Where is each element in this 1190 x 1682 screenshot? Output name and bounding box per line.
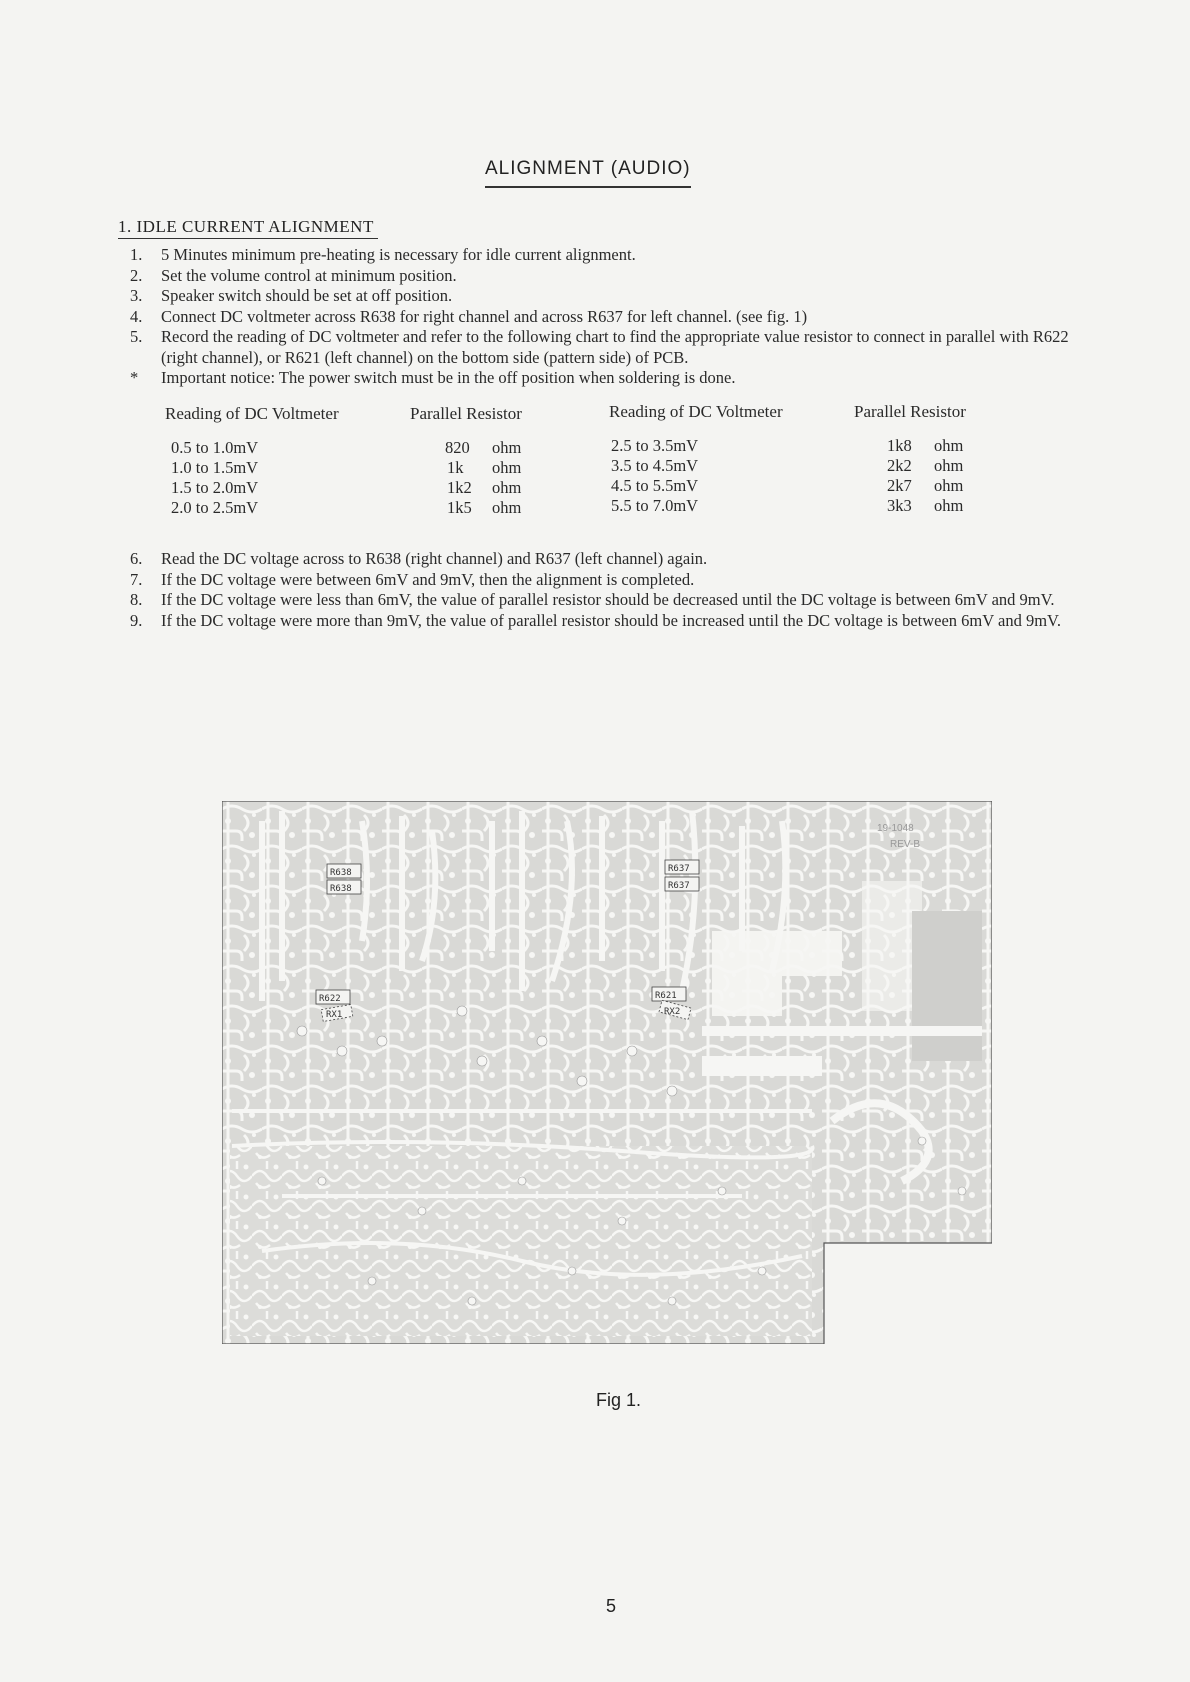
page-title: ALIGNMENT (AUDIO) — [485, 158, 691, 188]
chart-header: Parallel Resistor — [410, 404, 522, 423]
label-rx1: RX1 — [326, 1010, 343, 1020]
page-number: 5 — [606, 1596, 617, 1616]
step-text: 5 Minutes minimum pre-heating is necessary for idle current alignment. — [161, 245, 636, 264]
notice-text: Important notice: The power switch must be in the off position when soldering is done. — [161, 368, 736, 387]
chart-header: Reading of DC Voltmeter — [165, 404, 339, 423]
chart-value: 1k5 — [447, 498, 472, 517]
chart-unit: ohm — [934, 456, 964, 475]
figure-caption: Fig 1. — [596, 1390, 642, 1410]
important-notice — [130, 368, 1090, 389]
label-r638b: R638 — [330, 884, 352, 894]
list-item — [130, 611, 1090, 632]
list-item — [130, 549, 1090, 570]
chart-unit: ohm — [492, 498, 522, 517]
chart-reading: 1.0 to 1.5mV — [171, 458, 259, 477]
step-number: 7. — [130, 569, 143, 589]
chart-reading: 0.5 to 1.0mV — [171, 438, 259, 457]
step-number: 3. — [130, 286, 143, 305]
label-r622: R622 — [319, 994, 341, 1004]
chart-value: 820 — [445, 438, 470, 457]
label-r637b: R637 — [668, 881, 690, 891]
step-text: If the DC voltage were between 6mV and 9mV, then the alignment is completed. — [161, 569, 695, 589]
section-heading: 1. IDLE CURRENT ALIGNMENT — [118, 217, 378, 239]
board-rev: REV-B — [890, 839, 921, 850]
step-text: Speaker switch should be set at off position. — [161, 286, 453, 305]
chart-header: Parallel Resistor — [854, 402, 966, 421]
label-rx2: RX2 — [664, 1007, 681, 1017]
list-item — [130, 266, 1090, 287]
chart-unit: ohm — [492, 438, 522, 457]
pcb-pattern-diagram — [222, 801, 992, 1344]
list-item — [130, 590, 1090, 611]
list-item — [130, 286, 1090, 307]
chart-unit: ohm — [934, 476, 964, 495]
step-number: 8. — [130, 590, 143, 609]
list-item — [130, 570, 1090, 591]
pcb-figure — [222, 801, 992, 1344]
list-item — [130, 307, 1090, 328]
chart-value: 2k2 — [887, 456, 912, 475]
chart-reading: 4.5 to 5.5mV — [611, 476, 699, 495]
step-number: 4. — [130, 306, 143, 326]
chart-value: 3k3 — [887, 496, 912, 515]
label-r621: R621 — [655, 991, 677, 1001]
board-code: 19-1048 — [877, 823, 914, 834]
notice-marker: * — [130, 368, 139, 387]
chart-reading: 1.5 to 2.0mV — [171, 478, 259, 497]
chart-value: 1k2 — [447, 478, 472, 497]
steps-list-b — [130, 549, 1090, 631]
chart-reading: 3.5 to 4.5mV — [611, 456, 699, 475]
chart-unit: ohm — [934, 436, 964, 455]
list-item — [130, 327, 1090, 368]
chart-unit: ohm — [934, 496, 964, 515]
chart-value: 1k — [447, 458, 464, 477]
step-text: Read the DC voltage across to R638 (right channel) and R637 (left channel) again. — [161, 549, 708, 568]
step-number: 2. — [130, 265, 143, 285]
step-text: If the DC voltage were more than 9mV, the value of parallel resistor should be increased until the DC voltage is between 6mV and 9mV. — [161, 610, 1061, 630]
step-number: 1. — [130, 245, 143, 264]
chart-unit: ohm — [492, 458, 522, 477]
chart-reading: 2.0 to 2.5mV — [171, 498, 259, 517]
label-r638a: R638 — [330, 868, 352, 878]
chart-value: 2k7 — [887, 476, 912, 495]
chart-unit: ohm — [492, 478, 522, 497]
step-text: Record the reading of DC voltmeter and refer to the following chart to find the appropriate value resistor to connect in parallel with R622 (right channel), or R621 (left channel) on the bottom side (pattern side) of PCB. — [161, 327, 1069, 367]
chart-reading: 5.5 to 7.0mV — [611, 496, 699, 515]
step-text: Connect DC voltmeter across R638 for right channel and across R637 for left channel. (see fig. 1) — [161, 306, 808, 326]
step-number: 5. — [130, 327, 143, 346]
step-number: 9. — [130, 610, 143, 630]
step-text: If the DC voltage were less than 6mV, the value of parallel resistor should be decreased until the DC voltage is between 6mV and 9mV. — [161, 590, 1055, 609]
chart-reading: 2.5 to 3.5mV — [611, 436, 699, 455]
chart-value: 1k8 — [887, 436, 912, 455]
step-text: Set the volume control at minimum position. — [161, 265, 457, 285]
steps-list-a — [130, 245, 1090, 389]
chart-header: Reading of DC Voltmeter — [609, 402, 783, 421]
label-r637a: R637 — [668, 864, 690, 874]
step-number: 6. — [130, 549, 143, 568]
list-item — [130, 245, 1090, 266]
